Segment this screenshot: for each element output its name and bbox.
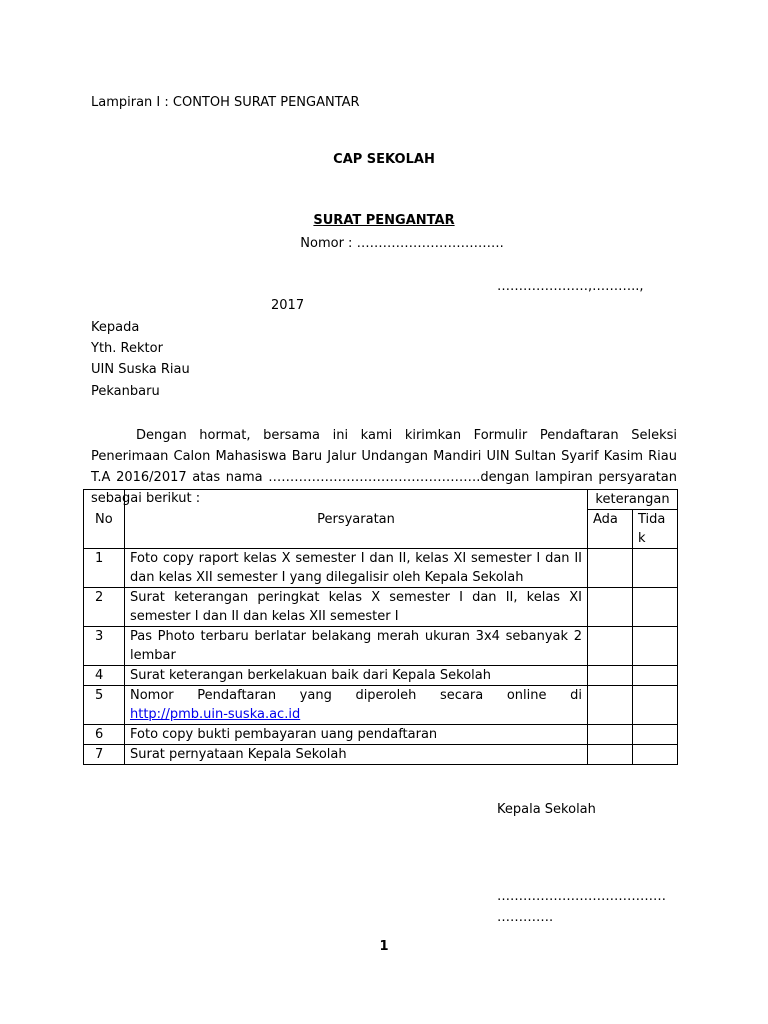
recipient-line: Kepada <box>91 320 140 335</box>
tidak-cell[interactable] <box>633 666 678 686</box>
ada-cell[interactable] <box>588 745 633 765</box>
row-text: Nomor Pendaftaran yang diperoleh secara online di <box>130 688 582 703</box>
row-number: 7 <box>84 745 125 765</box>
page-number: 1 <box>379 939 389 954</box>
table-row <box>84 666 678 686</box>
nomor-line: Nomor : ……………………………. <box>300 236 504 251</box>
ada-cell[interactable] <box>588 588 633 627</box>
recipient-line: Yth. Rektor <box>91 341 163 356</box>
tidak-cell[interactable] <box>633 725 678 745</box>
table-row <box>84 686 678 725</box>
tidak-cell[interactable] <box>633 686 678 725</box>
row-text: Surat keterangan berkelakuan baik dari Kepala Sekolah <box>125 666 588 686</box>
signature-dots: …………. <box>497 910 554 925</box>
place-date: …………………,……….., <box>497 279 644 294</box>
body-paragraph: Dengan hormat, bersama ini kami kirimkan Formulir Pendaftaran Seleksi Penerimaan Calon Mahasiswa Baru Jalur Undangan Mandiri UIN Sultan Syarif Kasim Riau T.A 2016/2017 atas nama ………………………………………….dengan lampiran persyaratan sebagai berikut : <box>91 428 677 506</box>
ada-cell[interactable] <box>588 549 633 588</box>
row-text: Surat keterangan peringkat kelas X semester I dan II, kelas XI semester I dan II dan kelas XII semester I <box>125 588 588 627</box>
table-row <box>84 549 678 588</box>
recipient-line: Pekanbaru <box>91 384 160 399</box>
header-no: No <box>84 490 125 549</box>
row-number: 1 <box>84 549 125 588</box>
ada-cell[interactable] <box>588 725 633 745</box>
row-number: 4 <box>84 666 125 686</box>
table-row <box>84 588 678 627</box>
ada-cell[interactable] <box>588 686 633 725</box>
cap-sekolah: CAP SEKOLAH <box>333 152 435 167</box>
header-ada: Ada <box>588 510 633 549</box>
tidak-cell[interactable] <box>633 549 678 588</box>
signature-title: Kepala Sekolah <box>497 802 596 817</box>
letter-title: SURAT PENGANTAR <box>313 213 455 228</box>
row-text: Surat pernyataan Kepala Sekolah <box>125 745 588 765</box>
table-row <box>84 627 678 666</box>
table-row <box>84 745 678 765</box>
header-persyaratan: Persyaratan <box>125 490 588 549</box>
row-number: 3 <box>84 627 125 666</box>
tidak-cell[interactable] <box>633 745 678 765</box>
row-number: 5 <box>84 686 125 725</box>
header-tidak: Tida k <box>633 510 678 549</box>
row-text: Pas Photo terbaru berlatar belakang merah ukuran 3x4 sebanyak 2 lembar <box>125 627 588 666</box>
year: 2017 <box>271 298 305 313</box>
ada-cell[interactable] <box>588 627 633 666</box>
lampiran-label: Lampiran I : CONTOH SURAT PENGANTAR <box>91 95 360 110</box>
ada-cell[interactable] <box>588 666 633 686</box>
tidak-cell[interactable] <box>633 588 678 627</box>
row-number: 6 <box>84 725 125 745</box>
row-number: 2 <box>84 588 125 627</box>
requirements-table <box>83 489 678 765</box>
pmb-link[interactable]: http://pmb.uin-suska.ac.id <box>130 707 301 722</box>
tidak-cell[interactable] <box>633 627 678 666</box>
row-text-cell <box>125 686 588 725</box>
row-text: Foto copy bukti pembayaran uang pendaftaran <box>125 725 588 745</box>
signature-dots: ………………………………… <box>497 889 666 904</box>
header-keterangan: keterangan <box>588 490 678 510</box>
row-text: Foto copy raport kelas X semester I dan II, kelas XI semester I dan II dan kelas XII semester I yang dilegalisir oleh Kepala Sekolah <box>125 549 588 588</box>
recipient-line: UIN Suska Riau <box>91 362 190 377</box>
table-row <box>84 725 678 745</box>
